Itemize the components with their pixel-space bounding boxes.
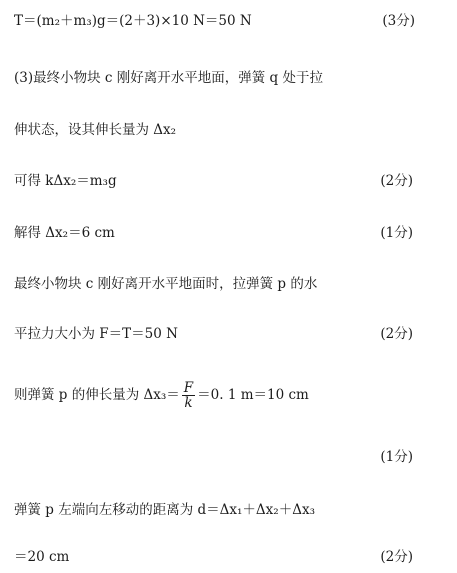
line-text: ＝20 cm [14,549,70,565]
equation-line-dx2-result [14,222,443,244]
score-label: (2分) [380,173,413,189]
line-text: (3)最终小物块 c 刚好离开水平地面，弹簧 q 处于拉 [14,70,323,86]
fraction-denominator: k [184,395,193,411]
equation-line-displacement [14,499,443,521]
fraction-f-over-k [182,381,195,410]
equation-line-spring-p-extension [14,377,443,413]
score-label: (2分) [380,326,413,342]
line-text: 解得 Δx₂＝6 cm [14,225,115,241]
text-line-block-leaves-ground [14,273,443,295]
equation-line-pull-force [14,323,443,345]
fraction-numerator: F [183,379,194,396]
score-label: (2分) [380,549,413,565]
equation-line-spring-q [14,170,443,192]
line-text [14,377,309,413]
line-text: 可得 kΔx₂＝m₃g [14,173,117,189]
line-text: 伸状态，设其伸长量为 Δx₂ [14,122,177,138]
score-label: (1分) [380,225,413,241]
score-label: (1分) [380,449,413,465]
equation-prefix: 则弹簧 p 的伸长量为 Δx₃＝ [14,387,180,403]
line-text: T＝(m₂＋m₃)g＝(2＋3)×10 N＝50 N [14,13,252,29]
equation-suffix: ＝0. 1 m＝10 cm [197,387,309,403]
line-text: 最终小物块 c 刚好离开水平地面时，拉弹簧 p 的水 [14,276,318,292]
line-text: 弹簧 p 左端向左移动的距离为 d＝Δx₁＋Δx₂＋Δx₃ [14,502,315,518]
text-line-extension-assumption [14,119,443,141]
score-line-extension [14,446,443,468]
text-line-part3-intro [14,67,443,89]
equation-line-displacement-result [14,546,443,568]
equation-line-tension [14,10,443,32]
line-text: 平拉力大小为 F＝T＝50 N [14,326,178,342]
score-label: (3分) [382,13,415,29]
